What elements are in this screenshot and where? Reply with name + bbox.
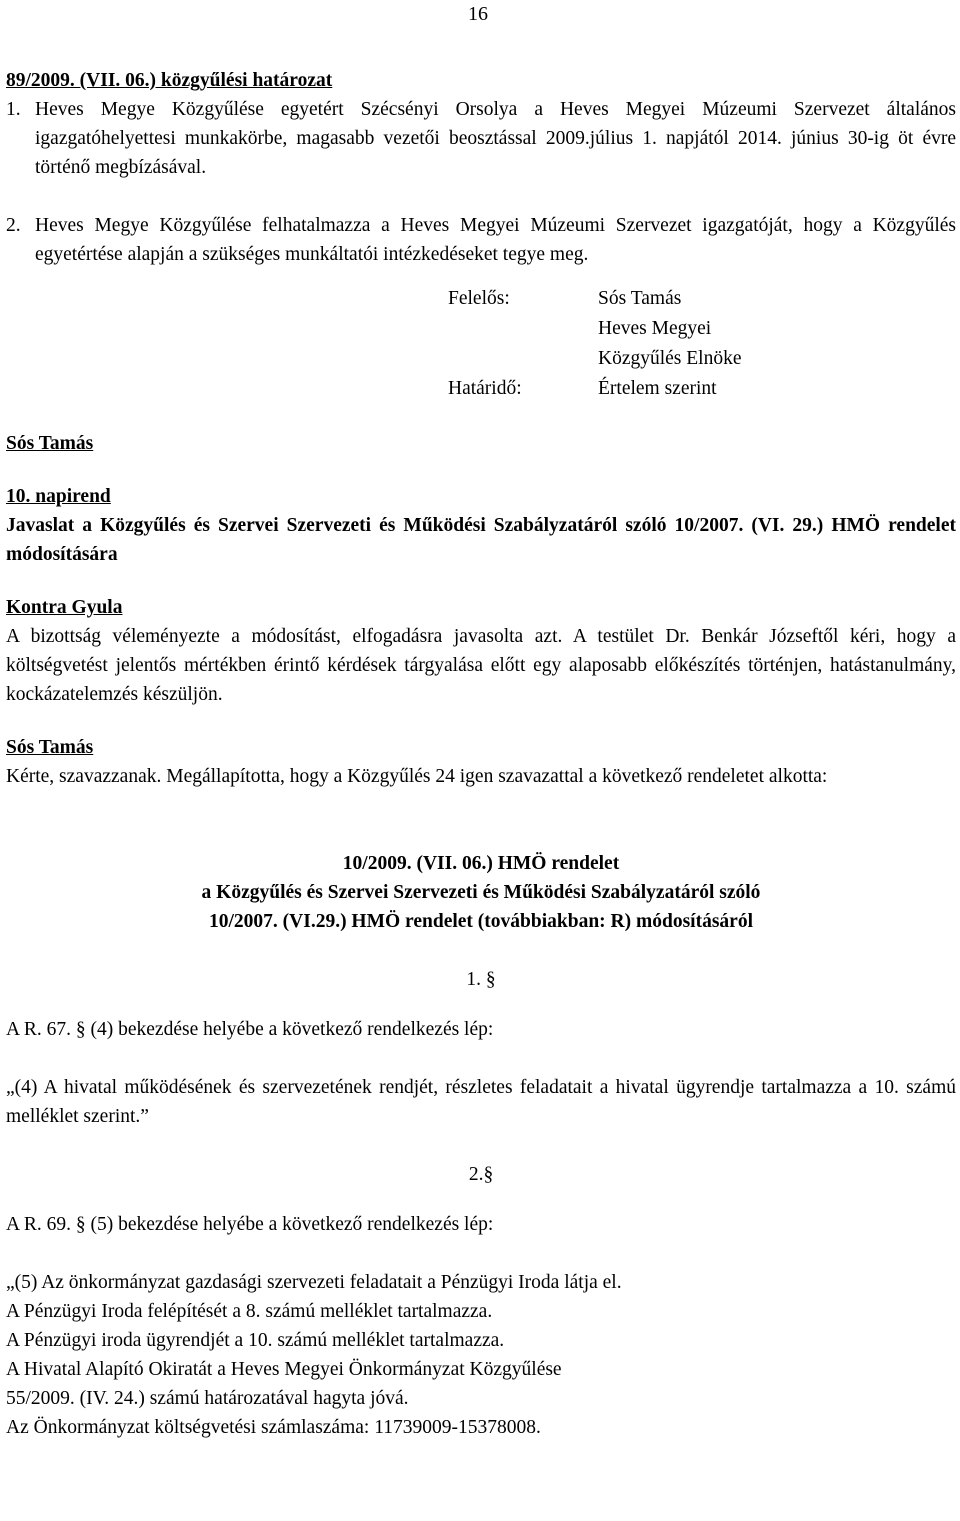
- speaker-statement: A bizottság véleményezte a módosítást, elfogadásra javasolta azt. A testület Dr. Benkár Józseftől kéri, hogy a költségvetést jelentős mértékben érintő kérdések tárgyalása előtt egy alaposabb előkészítés történjen, hatástanulmány, kockázatelemzés készüljön.: [6, 626, 956, 705]
- speaker-statement: Kérte, szavazzanak. Megállapította, hogy a Közgyűlés 24 igen szavazattal a következő rendeletet alkotta:: [6, 766, 828, 787]
- deadline-value: Értelem szerint: [598, 378, 717, 399]
- agenda-number: 10. napirend: [6, 486, 111, 507]
- section-body-line: A Pénzügyi iroda ügyrendjét a 10. számú melléklet tartalmazza.: [6, 1330, 505, 1351]
- section-body: [6, 1268, 956, 1442]
- responsible-title: Heves Megyei Közgyűlés Elnöke: [598, 318, 742, 369]
- section-body-line: A Hivatal Alapító Okiratát a Heves Megyei Önkormányzat Közgyűlése: [6, 1359, 562, 1380]
- agenda-title: Javaslat a Közgyűlés és Szervei Szervezeti és Működési Szabályzatáról szóló 10/2007. (VI. 29.) HMÖ rendelet módosítására: [6, 515, 956, 565]
- resolution-item-2: [6, 211, 956, 269]
- section-body-line: Az Önkormányzat költségvetési számlaszáma: 11739009-15378008.: [6, 1417, 541, 1438]
- speaker-name: Sós Tamás: [6, 737, 94, 758]
- item-text: Heves Megye Közgyűlése egyetért Szécsényi Orsolya a Heves Megyei Múzeumi Szervezet általános igazgatóhelyettesi munkakörbe, magasabb vezetői beosztással 2009.július 1. napjától 2014. június 30-ig öt évre történő megbízásával.: [35, 99, 956, 178]
- resolution-heading: 89/2009. (VII. 06.) közgyűlési határozat: [6, 70, 333, 91]
- section-body: „(4) A hivatal működésének és szervezetének rendjét, részletes feladatait a hivatal ügyrendje tartalmazza a 10. számú melléklet szerint.”: [6, 1077, 956, 1127]
- section-body-line: „(5) Az önkormányzat gazdasági szervezeti feladatait a Pénzügyi Iroda látja el.: [6, 1272, 622, 1293]
- decree-title-line: a Közgyűlés és Szervei Szervezeti és Működési Szabályzatáról szóló: [201, 882, 761, 903]
- item-number: 1.: [6, 99, 21, 120]
- item-text: Heves Megye Közgyűlése felhatalmazza a Heves Megyei Múzeumi Szervezet igazgatóját, hogy a Közgyűlés egyetértése alapján a szükséges munkáltatói intézkedéseket tegye meg.: [35, 215, 956, 265]
- section-intro: A R. 69. § (5) bekezdése helyébe a következő rendelkezés lép:: [6, 1214, 494, 1235]
- speaker-name: Kontra Gyula: [6, 597, 123, 618]
- resolution-item-1: [6, 95, 956, 182]
- section-body-line: 55/2009. (IV. 24.) számú határozatával hagyta jóvá.: [6, 1388, 409, 1409]
- responsible-name: Sós Tamás: [598, 288, 682, 309]
- section-heading: 1. §: [466, 969, 496, 990]
- section-intro: A R. 67. § (4) bekezdése helyébe a következő rendelkezés lép:: [6, 1019, 494, 1040]
- item-number: 2.: [6, 215, 21, 236]
- deadline-label: Határidő:: [448, 378, 522, 399]
- responsible-label: Felelős:: [448, 288, 510, 309]
- responsibility-block: [448, 284, 956, 404]
- decree-title: [6, 849, 956, 936]
- document-body: [6, 66, 956, 1442]
- speaker-name: Sós Tamás: [6, 433, 94, 454]
- decree-title-line: 10/2009. (VII. 06.) HMÖ rendelet: [342, 853, 620, 874]
- section-body-line: A Pénzügyi Iroda felépítését a 8. számú melléklet tartalmazza.: [6, 1301, 493, 1322]
- section-heading: 2.§: [468, 1164, 494, 1185]
- page-number: 16: [468, 3, 488, 25]
- decree-title-line: 10/2007. (VI.29.) HMÖ rendelet (továbbiakban: R) módosításáról: [208, 911, 753, 932]
